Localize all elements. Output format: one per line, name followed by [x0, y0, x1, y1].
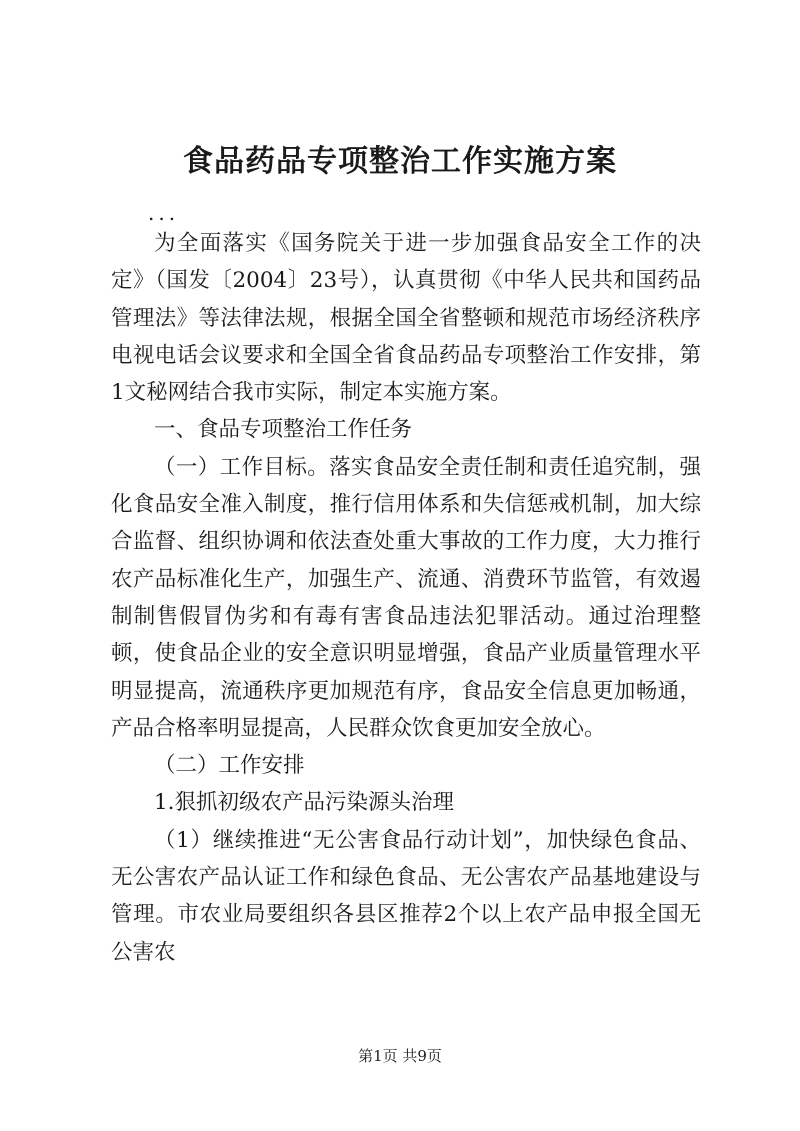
document-body: [111, 225, 701, 971]
item-paragraph: （1）继续推进“无公害食品行动计划”，加快绿色食品、无公害农产品认证工作和绿色食品、无公害农产品基地建设与管理。市农业局要组织各县区推荐2个以上农产品申报全国无公害农: [111, 827, 701, 965]
section-heading: 一、食品专项整治工作任务: [154, 417, 413, 443]
item-heading: 1.狠抓初级农产品污染源头治理: [154, 790, 455, 816]
intro-paragraph: 为全面落实《国务院关于进一步加强食品安全工作的决定》（国发〔2004〕23号），认真贯彻《中华人民共和国药品管理法》等法律法规，根据全国全省整顿和规范市场经济秩序电视电话会议要求和全国全省食品药品专项整治工作安排，第1文秘网结合我市实际，制定本实施方案。: [111, 231, 701, 406]
page-footer: 第1页 共9页: [358, 1047, 442, 1065]
document-title: 食品药品专项整治工作实施方案: [183, 144, 617, 179]
goal-paragraph: （一）工作目标。落实食品安全责任制和责任追究制，强化食品安全准入制度，推行信用体系和失信惩戒机制，加大综合监督、组织协调和依法查处重大事故的工作力度，大力推行农产品标准化生产，加强生产、流通、消费环节监管，有效遏制制售假冒伪劣和有毒有害食品违法犯罪活动。通过治理整顿，使食品企业的安全意识明显增强，食品产业质量管理水平明显提高，流通秩序更加规范有序，食品安全信息更加畅通，产品合格率明显提高，人民群众饮食更加安全放心。: [111, 454, 701, 741]
subsection-heading: （二）工作安排: [154, 753, 305, 779]
ellipsis-marker: ...: [148, 201, 180, 225]
